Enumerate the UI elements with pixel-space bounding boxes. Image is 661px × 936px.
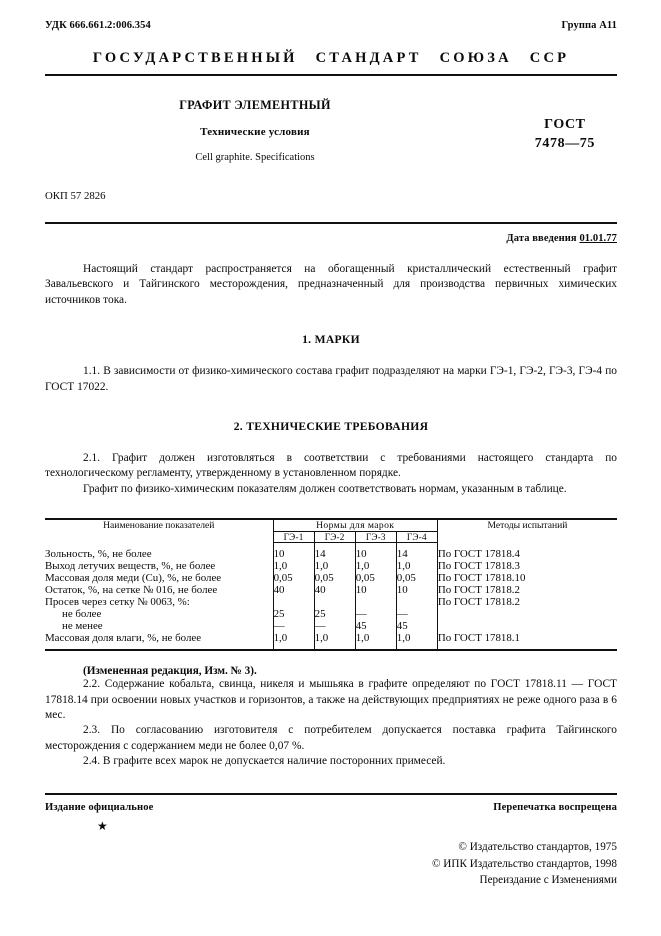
- table-header-row-1: [45, 519, 617, 532]
- date-intro-value: 01.01.77: [579, 233, 617, 244]
- section-2-paragraph-1: 2.1. Графит должен изготовляться в соответствии с требованиями настоящего стандарта по технологическому регламенту, утвержденному в установленном порядке.: [45, 451, 617, 480]
- header-cell-mark-2: ГЭ-2: [314, 532, 355, 543]
- row-value-ge1: 0,05: [273, 572, 293, 585]
- header-cell-mark-4: ГЭ-4: [396, 532, 437, 543]
- row-method: По ГОСТ 17818.10: [437, 572, 617, 584]
- footer-row: [45, 795, 617, 813]
- gost-label: ГОСТ: [544, 117, 586, 132]
- row-name: не менее: [45, 620, 273, 632]
- copyright-line-3: Переиздание с Изменениями: [479, 873, 617, 886]
- reprint-prohibited-label: Перепечатка воспрещена: [493, 802, 617, 814]
- banner-word-2: СТАНДАРТ: [315, 50, 422, 66]
- row-value-ge1: —: [273, 620, 285, 633]
- row-value-ge2: 1,0: [314, 560, 355, 572]
- copyright-line-1: © Издательство стандартов, 1975: [458, 841, 617, 854]
- gost-number-block: [535, 116, 595, 154]
- row-value-ge3: 0,05: [355, 572, 396, 584]
- page-content: [45, 0, 617, 888]
- row-value-ge4: 1,0: [396, 560, 437, 572]
- header-cell-mark-3: ГЭ-3: [355, 532, 396, 543]
- copyright-line-2: © ИПК Издательство стандартов, 1998: [431, 857, 617, 870]
- section-heading-technical-requirements: 2. ТЕХНИЧЕСКИЕ ТРЕБОВАНИЯ: [233, 419, 429, 433]
- banner-word-4: ССР: [529, 50, 570, 66]
- date-of-introduction: [45, 233, 617, 244]
- row-value-ge3: 10: [355, 543, 396, 561]
- row-method: По ГОСТ 17818.2: [437, 584, 617, 596]
- udk-code: УДК 666.661.2:006.354: [45, 20, 151, 31]
- table-row: [45, 608, 617, 620]
- row-value-ge3: 1,0: [355, 632, 396, 650]
- row-method: По ГОСТ 17818.2: [437, 596, 617, 608]
- header-cell-mark-1: ГЭ-1: [273, 532, 314, 543]
- section-2-paragraph-4: 2.3. По согласованию изготовителя с потребителем допускается поставка графита Тайгинского месторождения с содержанием меди не более 0,07 %.: [45, 724, 617, 752]
- row-value-ge4: —: [396, 608, 437, 620]
- section-2-paragraph-3: 2.2. Содержание кобальта, свинца, никеля и мышьяка в графите определяют по ГОСТ 17818.11 — ГОСТ 17818.14 при освоении новых участков и горизонтов, а также на действующих предприятиях не реже одного раза в 6 мес.: [45, 678, 617, 721]
- gost-number: 7478—75: [534, 135, 595, 151]
- row-value-ge1: [273, 596, 314, 608]
- row-name: Массовая доля влаги, %, не более: [45, 632, 273, 650]
- row-value-ge1: 10: [273, 548, 285, 561]
- table-row: [45, 596, 617, 608]
- section-heading-marks: 1. МАРКИ: [302, 333, 360, 347]
- row-value-ge2: [314, 596, 355, 608]
- row-value-ge2: 1,0: [314, 632, 355, 650]
- table-row: [45, 620, 617, 632]
- header-cell-methods: Методы испытаний: [437, 519, 617, 543]
- document-title: ГРАФИТ ЭЛЕМЕНТНЫЙ: [179, 98, 331, 112]
- header-divider: [45, 74, 617, 76]
- title-divider: [45, 222, 617, 224]
- banner-word-1: ГОСУДАРСТВЕННЫЙ: [92, 50, 298, 66]
- row-value-ge4: 1,0: [396, 632, 437, 650]
- row-value-ge3: [355, 596, 396, 608]
- row-value-ge3: 10: [355, 584, 396, 596]
- header-cell-norms: Нормы для марок: [273, 519, 437, 532]
- table-row: [45, 572, 617, 584]
- row-value-ge4: 45: [396, 620, 437, 632]
- section-2-paragraph-5: 2.4. В графите всех марок не допускается наличие посторонних примесей.: [83, 755, 446, 768]
- row-value-ge2: 14: [314, 543, 355, 561]
- revision-note: (Измененная редакция, Изм. № 3).: [83, 665, 257, 678]
- table-row: [45, 632, 617, 650]
- document-header-line: [45, 0, 617, 31]
- document-title-english: Cell graphite. Specifications: [195, 152, 315, 163]
- title-block: [45, 98, 617, 194]
- row-value-ge2: 0,05: [314, 572, 355, 584]
- row-name: не более: [45, 608, 273, 620]
- star-icon: ★: [97, 819, 108, 834]
- title-group: [45, 98, 465, 163]
- group-code: Группа А11: [561, 20, 617, 31]
- row-value-ge3: 45: [355, 620, 396, 632]
- row-name: Выход летучих веществ, %, не более: [45, 560, 273, 572]
- table-head: [45, 519, 617, 543]
- row-method: [437, 620, 617, 632]
- official-edition-label: Издание официальное: [45, 802, 154, 814]
- row-value-ge3: 1,0: [355, 560, 396, 572]
- row-value-ge4: 14: [396, 543, 437, 561]
- banner-word-3: СОЮЗА: [439, 50, 512, 66]
- table-row: [45, 584, 617, 596]
- table-row: [45, 560, 617, 572]
- row-method: По ГОСТ 17818.1: [437, 632, 617, 650]
- section-2-paragraph-2: Графит по физико-химическим показателям должен соответствовать нормам, указанным в таблице.: [83, 482, 567, 495]
- row-name: Массовая доля меди (Cu), %, не более: [45, 572, 273, 584]
- table-row: [45, 543, 617, 561]
- row-name: Просев через сетку № 0063, %:: [45, 596, 273, 608]
- row-value-ge2: 25: [314, 608, 355, 620]
- row-name: Зольность, %, не более: [45, 543, 273, 561]
- okp-code: ОКП 57 2826: [45, 190, 106, 202]
- intro-paragraph: Настоящий стандарт распространяется на обогащенный кристаллический естественный графит Завальевского и Тайгинского месторождения, предназначенный для производства первичных химических источников тока.: [45, 263, 617, 306]
- row-value-ge2: 40: [314, 584, 355, 596]
- row-value-ge1: 1,0: [273, 632, 314, 650]
- row-method: [437, 608, 617, 620]
- row-value-ge1: 40: [273, 584, 285, 597]
- row-value-ge1: 25: [273, 608, 285, 621]
- state-standard-banner: [45, 50, 617, 67]
- header-cell-name: Наименование показателей: [45, 519, 273, 543]
- row-name: Остаток, %, на сетке № 016, не более: [45, 584, 273, 596]
- row-method: По ГОСТ 17818.3: [437, 560, 617, 572]
- row-value-ge1: 1,0: [273, 560, 288, 573]
- specification-table: [45, 518, 617, 651]
- row-value-ge4: [396, 596, 437, 608]
- document-subtitle: Технические условия: [200, 126, 310, 138]
- date-intro-label: Дата введения: [506, 233, 577, 244]
- row-value-ge4: 10: [396, 584, 437, 596]
- row-method: По ГОСТ 17818.4: [437, 543, 617, 561]
- row-value-ge2: —: [314, 620, 355, 632]
- table-body: [45, 543, 617, 651]
- row-value-ge3: —: [355, 608, 396, 620]
- section-1-paragraph-1: 1.1. В зависимости от физико-химического состава графит подразделяют на марки ГЭ-1, ГЭ-2, ГЭ-3, ГЭ-4 по ГОСТ 17022.: [45, 365, 617, 393]
- row-value-ge4: 0,05: [396, 572, 437, 584]
- copyright-block: [45, 839, 617, 888]
